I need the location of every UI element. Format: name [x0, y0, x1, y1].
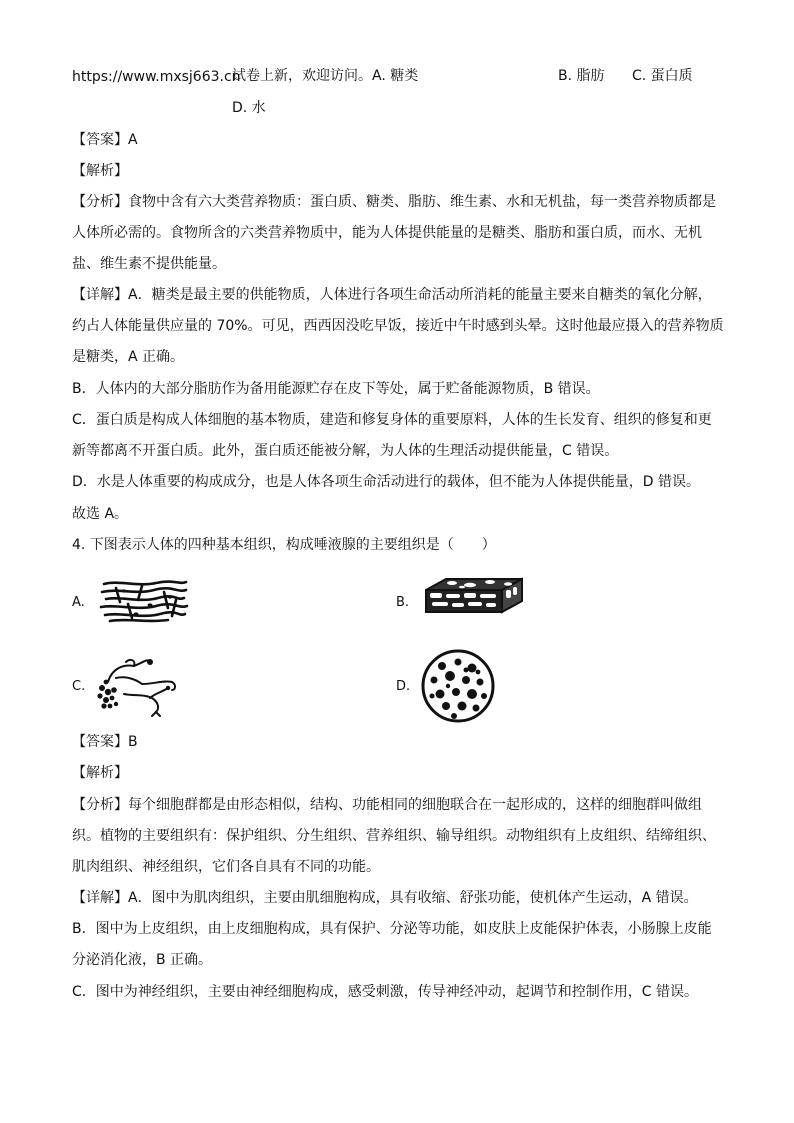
header-url: https://www.mxsj663.cn [72, 69, 241, 85]
figure-label-c: C. [72, 679, 86, 694]
q3-fenxi-2: 人体所必需的。食物所含的六类营养物质中，能为人体提供能量的是糖类、脂肪和蛋白质，而水、无机 [72, 225, 702, 241]
option-b: B. 脂肪 [558, 68, 605, 84]
q3-fenxi-1: 【分析】食物中含有六大类营养物质：蛋白质、糖类、脂肪、维生素、水和无机盐，每一类营养物质都是 [72, 194, 716, 210]
q4-b-line-1: B．图中为上皮组织，由上皮细胞构成，具有保护、分泌等功能，如皮肤上皮能保护体表，小肠腺上皮能 [72, 921, 712, 937]
q4-c-line: C．图中为神经组织，主要由神经细胞构成，感受刺激，传导神经冲动，起调节和控制作用，C 错误。 [72, 984, 698, 1000]
q4-question: 4. 下图表示人体的四种基本组织，构成唾液腺的主要组织是（ ） [72, 537, 496, 553]
figure-label-d: D. [396, 679, 411, 694]
q3-xiangjie-1: 【详解】A．糖类是最主要的供能物质，人体进行各项生命活动所消耗的能量主要来自糖类的氧化分解， [72, 287, 712, 303]
q4-fenxi-1: 【分析】每个细胞群都是由形态相似，结构、功能相同的细胞联合在一起形成的，这样的细胞群叫做组 [72, 797, 702, 813]
figure-label-b: B. [396, 595, 410, 610]
q3-xiangjie-2: 约占人体能量供应量的 70%。可见，西西因没吃早饭，接近中午时感到头晕。这时他最应摄入的营养物质 [72, 318, 724, 334]
header-slogan: 试卷上新，欢迎访问。A. 糖类 [232, 68, 419, 84]
q3-c-line-2: 新等都离不开蛋白质。此外，蛋白质还能被分解，为人体的生理活动提供能量，C 错误。 [72, 443, 619, 459]
q3-analysis-title: 【解析】 [72, 163, 128, 179]
q3-d-line: D．水是人体重要的构成成分，也是人体各项生命活动进行的载体，但不能为人体提供能量，D 错误。 [72, 474, 701, 490]
q4-b-line-2: 分泌消化液，B 正确。 [72, 952, 213, 968]
option-d: D. 水 [232, 100, 266, 116]
q4-fenxi-2: 织。植物的主要组织有：保护组织、分生组织、营养组织、输导组织。动物组织有上皮组织、结缔组织、 [72, 828, 716, 844]
q4-analysis-title: 【解析】 [72, 765, 128, 781]
q3-c-line-1: C．蛋白质是构成人体细胞的基本物质，建造和修复身体的重要原料，人体的生长发育、组织的修复和更 [72, 412, 712, 428]
q3-fenxi-3: 盐、维生素不提供能量。 [72, 256, 226, 272]
q4-xiangjie-a: 【详解】A．图中为肌肉组织，主要由肌细胞构成，具有收缩、舒张功能，使机体产生运动，A 错误。 [72, 890, 698, 906]
muscle-tissue-image [98, 578, 190, 624]
figure-label-a: A. [72, 595, 85, 610]
option-c: C. 蛋白质 [632, 68, 693, 84]
q3-xiangjie-3: 是糖类，A 正确。 [72, 349, 185, 365]
epithelial-tissue-image [422, 576, 526, 616]
q4-fenxi-3: 肌肉组织、神经组织，它们各自具有不同的功能。 [72, 859, 380, 875]
q4-answer: 【答案】B [72, 734, 138, 750]
q3-answer: 【答案】A [72, 132, 138, 148]
nervous-tissue-image [94, 654, 180, 718]
connective-tissue-image [420, 648, 496, 724]
q3-b-line: B．人体内的大部分脂肪作为备用能源贮存在皮下等处，属于贮备能源物质，B 错误。 [72, 381, 600, 397]
q3-conclusion: 故选 A。 [72, 506, 129, 522]
